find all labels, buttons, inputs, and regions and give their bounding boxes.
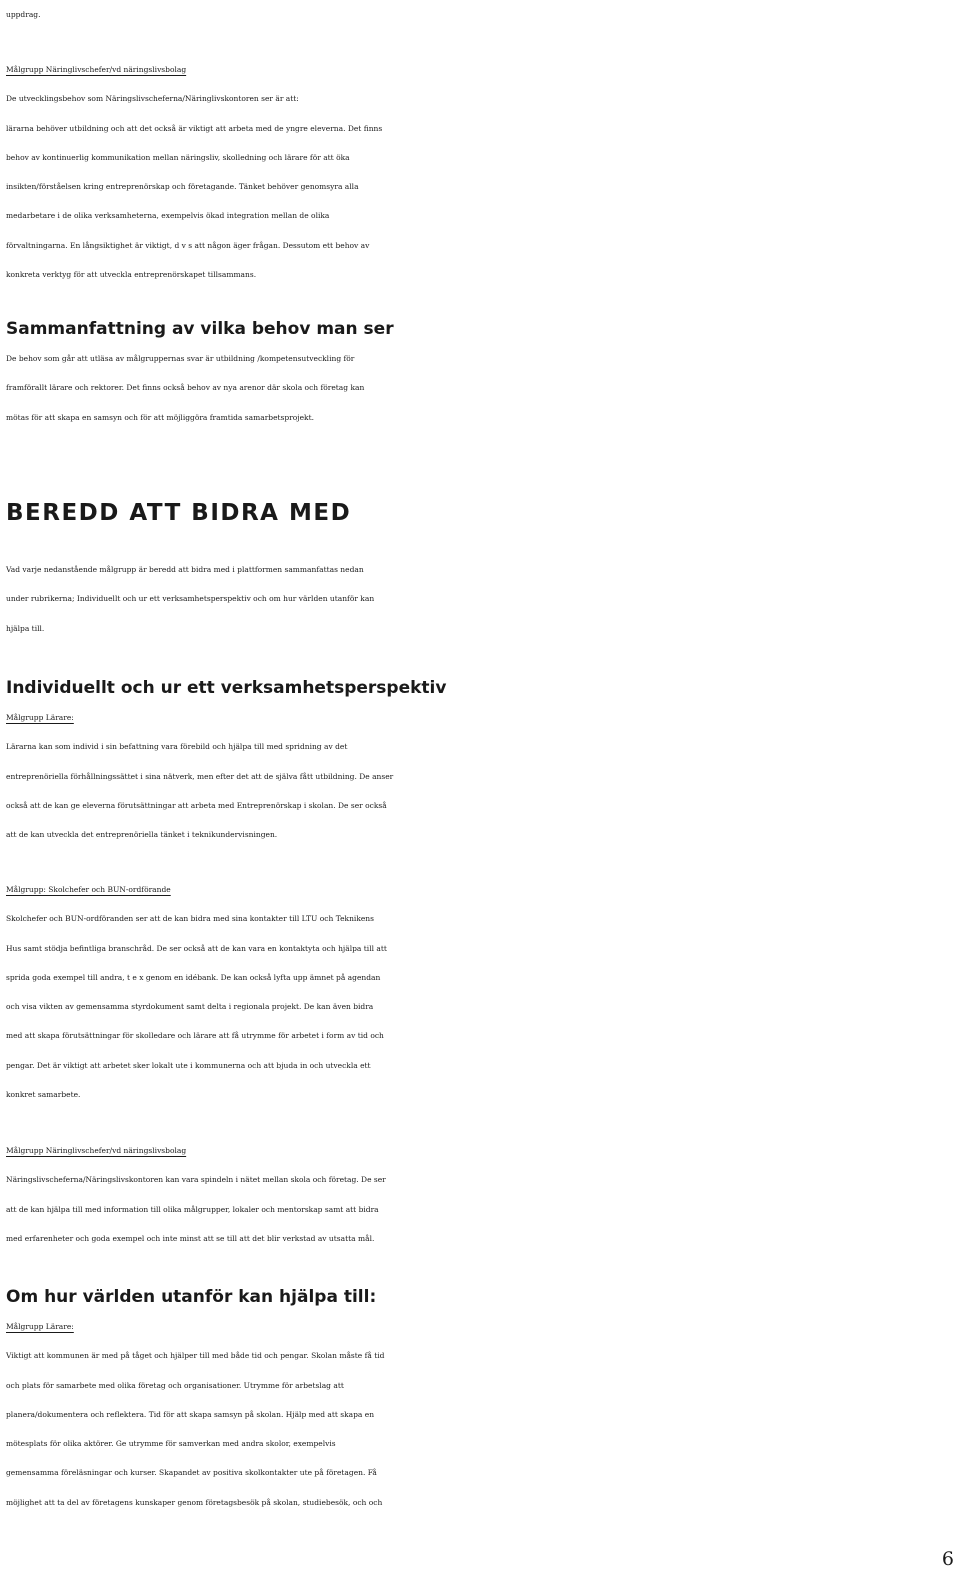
paragraph-line: Näringslivscheferna/Näringslivskontoren kan vara spindeln i nätet mellan skola och företag. De ser [6, 1175, 386, 1185]
paragraph-line: att de kan utveckla det entreprenöriella tänket i teknikundervisningen. [6, 830, 278, 840]
paragraph-line: De utvecklingsbehov som Näringslivscheferna/Näringlivskontoren ser är att: [6, 94, 299, 104]
contribute-heading: BEREDD ATT BIDRA MED [6, 500, 352, 526]
paragraph-line: Skolchefer och BUN-ordföranden ser att de kan bidra med sina kontakter till LTU och Teknikens [6, 914, 374, 924]
business-label: Målgrupp Näringlivschefer/vd näringslivsbolag [6, 1146, 187, 1155]
paragraph-line: hjälpa till. [6, 623, 45, 633]
top-section [6, 0, 956, 29]
paragraph-line: Viktigt att kommunen är med på tåget och hjälper till med både tid och pengar. Skolan måste få tid [6, 1351, 385, 1361]
paragraph-line: Hus samt stödja befintliga branschråd. De ser också att de kan vara en kontaktyta och hjälpa till att [6, 943, 387, 953]
paragraph-line: att de kan hjälpa till med information till olika målgrupper, lokaler och mentorskap samt att bidra [6, 1204, 379, 1214]
individual-teachers-section [6, 703, 956, 849]
paragraph-line: med att skapa förutsättningar för skolledare och lärare att få utrymme för arbetet i form av tid och [6, 1031, 384, 1041]
contribute-intro [6, 555, 956, 643]
paragraph-line: också att de kan ge eleverna förutsättningar att arbeta med Entreprenörskap i skolan. De ser också [6, 800, 387, 810]
outside-teachers-section [6, 1312, 956, 1517]
schoolchiefs-label: Målgrupp: Skolchefer och BUN-ordförande [6, 885, 171, 894]
paragraph-line: entreprenöriella förhållningssättet i sina nätverk, men efter det att de själva fått utbildning. De anser [6, 771, 394, 781]
paragraph-line: planera/dokumentera och reflektera. Tid för att skapa samsyn på skolan. Hjälp med att skapa en [6, 1409, 375, 1419]
fragment-text: uppdrag. [6, 10, 41, 19]
business-needs-heading: Målgrupp Näringlivschefer/vd näringslivsbolag [6, 65, 187, 74]
individual-heading: Individuellt och ur ett verksamhetsperspektiv [6, 678, 447, 698]
paragraph-line: möjlighet att ta del av företagens kunskaper genom företagsbesök på skolan, studiebesök, och och [6, 1497, 383, 1507]
paragraph-line: lärarna behöver utbildning och att det också är viktigt att arbeta med de yngre eleverna. Det finns [6, 123, 383, 133]
summary-heading: Sammanfattning av vilka behov man ser [6, 319, 394, 339]
paragraph-line: Lärarna kan som individ i sin befattning vara förebild och hjälpa till med spridning av det [6, 742, 348, 752]
teachers-label: Målgrupp Lärare: [6, 713, 74, 722]
paragraph-line: Vad varje nedanstående målgrupp är beredd att bidra med i plattformen sammanfattas nedan [6, 565, 364, 574]
paragraph-line: behov av kontinuerlig kommunikation mellan näringsliv, skolledning och lärare för att öka [6, 152, 350, 162]
paragraph-line: mötas för att skapa en samsyn och för att möjliggöra framtida samarbetsprojekt. [6, 412, 314, 422]
paragraph-line: förvaltningarna. En långsiktighet är viktigt, d v s att någon äger frågan. Dessutom ett behov av [6, 240, 370, 250]
paragraph-line: sprida goda exempel till andra, t e x genom en idébank. De kan också lyfta upp ämnet på agendan [6, 972, 381, 982]
paragraph-line: framförallt lärare och rektorer. Det finns också behov av nya arenor där skola och företag kan [6, 383, 365, 393]
paragraph-line: och visa vikten av gemensamma styrdokument samt delta i regionala projekt. De kan även bidra [6, 1002, 374, 1012]
paragraph-line: konkreta verktyg för att utveckla entreprenörskapet tillsammans. [6, 270, 257, 280]
summary-section [6, 344, 956, 432]
outside-heading: Om hur världen utanför kan hjälpa till: [6, 1287, 377, 1307]
paragraph-line: insikten/förståelsen kring entreprenörskap och företagande. Tänket behöver genomsyra alla [6, 182, 359, 192]
paragraph-line: pengar. Det är viktigt att arbetet sker lokalt ute i kommunerna och att bjuda in och utveckla ett [6, 1060, 371, 1070]
schoolchiefs-section [6, 875, 956, 1109]
paragraph-line: och plats för samarbete med olika företag och organisationer. Utrymme för arbetslag att [6, 1380, 344, 1390]
paragraph-line: under rubrikerna; Individuellt och ur ett verksamhetsperspektiv och om hur världen utanför kan [6, 594, 375, 604]
paragraph-line: med erfarenheter och goda exempel och inte minst att se till att det blir verkstad av utsatta mål. [6, 1233, 375, 1243]
paragraph-line: mötesplats för olika aktörer. Ge utrymme för samverkan med andra skolor, exempelvis [6, 1439, 336, 1449]
paragraph-line: konkret samarbete. [6, 1090, 81, 1100]
paragraph-line: medarbetare i de olika verksamheterna, exempelvis ökad integration mellan de olika [6, 211, 330, 221]
paragraph-line: De behov som går att utläsa av målgruppernas svar är utbildning /kompetensutveckling för [6, 354, 355, 363]
outside-teachers-label: Målgrupp Lärare: [6, 1322, 74, 1331]
page-number: 6 [941, 1548, 954, 1570]
paragraph-line: gemensamma föreläsningar och kurser. Skapandet av positiva skolkontakter ute på företagen. Få [6, 1468, 377, 1478]
business-contribute-section [6, 1136, 956, 1253]
business-needs-section [6, 55, 956, 289]
